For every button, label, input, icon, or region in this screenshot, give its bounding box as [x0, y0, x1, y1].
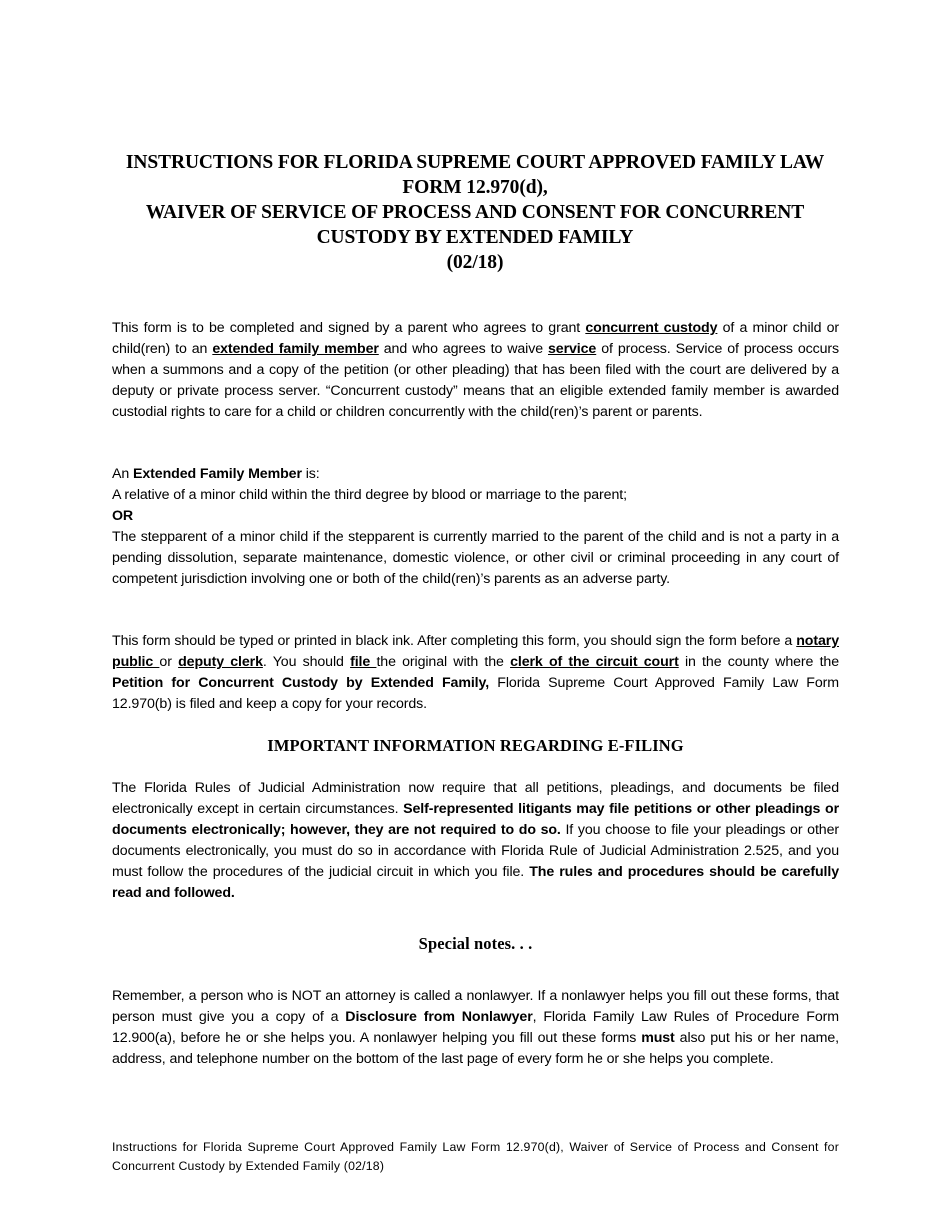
clerk-circuit-court-term: clerk of the circuit court — [510, 653, 679, 670]
notary-public-term: notary public — [112, 633, 839, 670]
definition-or: OR — [112, 507, 134, 524]
definition-intro: An Extended Family Member is: — [112, 466, 320, 482]
definition-item-1: A relative of a minor child within the third degree by blood or marriage to the parent; — [112, 486, 627, 503]
filing-paragraph: This form should be typed or printed in black ink. After completing this form, you should sign the form before a notary public or deputy clerk. You should file the original with the clerk of the circuit court in the county where the Petition for Concurrent Custody by Extended Family, Florida Supreme Court Approved Family Law Form 12.970(b) is filed and keep a copy for your records. — [112, 633, 839, 712]
definition-section — [112, 464, 839, 589]
document-title — [100, 150, 850, 275]
file-term: file — [350, 653, 377, 670]
title-line-5: (02/18) — [446, 252, 504, 273]
title-line-1: INSTRUCTIONS FOR FLORIDA SUPREME COURT APPROVED FAMILY LAW — [125, 152, 825, 173]
title-line-3: WAIVER OF SERVICE OF PROCESS AND CONSENT FOR CONCURRENT — [145, 202, 805, 223]
title-line-2: FORM 12.970(d), — [402, 177, 548, 198]
special-notes-paragraph: Remember, a person who is NOT an attorney is called a nonlawyer. If a nonlawyer helps you fill out these forms, that person must give you a copy of a Disclosure from Nonlawyer, Florida Family Law Rules of Procedure Form 12.900(a), before he or she helps you. A nonlawyer helping you fill out these forms must also put his or her name, address, and telephone number on the bottom of the last page of every form he or she helps you complete. — [112, 988, 839, 1067]
intro-paragraph: This form is to be completed and signed by a parent who agrees to grant concurrent custody of a minor child or child(ren) to an extended family member and who agrees to waive service of process. Service of process occurs when a summons and a copy of the petition (or other pleading) that has been filed with the court are delivered by a deputy or private process server. “Concurrent custody” means that an eligible extended family member is awarded custodial rights to care for a child or children concurrently with the child(ren)’s parent or parents. — [112, 320, 840, 420]
extended-family-member-term: extended family member — [212, 340, 379, 357]
definition-item-2: The stepparent of a minor child if the stepparent is currently married to the parent of the child and is not a party in a pending dissolution, separate maintenance, domestic violence, or other civil or criminal proceeding in any court of competent jurisdiction involving one or both of the child(ren)’s parents as an adverse party. — [112, 528, 839, 587]
efiling-paragraph: The Florida Rules of Judicial Administration now require that all petitions, pleadings, and documents be filed electronically except in certain circumstances. Self-represented litigants may file petitions or other pleadings or documents electronically; however, they are not required to do so. If you choose to file your pleadings or other documents electronically, you must do so in accordance with Florida Rule of Judicial Administration 2.525, and you must follow the procedures of the judicial circuit in which you file. The rules and procedures should be carefully read and followed. — [112, 780, 840, 901]
deputy-clerk-term: deputy clerk — [178, 653, 263, 670]
page-footer: Instructions for Florida Supreme Court Approved Family Law Form 12.970(d), Waiver of Service of Process and Consent for Concurrent Custody by Extended Family (02/18) — [112, 1140, 839, 1173]
title-line-4: CUSTODY BY EXTENDED FAMILY — [316, 227, 634, 248]
concurrent-custody-term: concurrent custody — [585, 320, 718, 336]
service-term: service — [548, 340, 597, 357]
efiling-heading: IMPORTANT INFORMATION REGARDING E-FILING — [267, 736, 684, 755]
special-notes-heading: Special notes. . . — [418, 934, 533, 953]
